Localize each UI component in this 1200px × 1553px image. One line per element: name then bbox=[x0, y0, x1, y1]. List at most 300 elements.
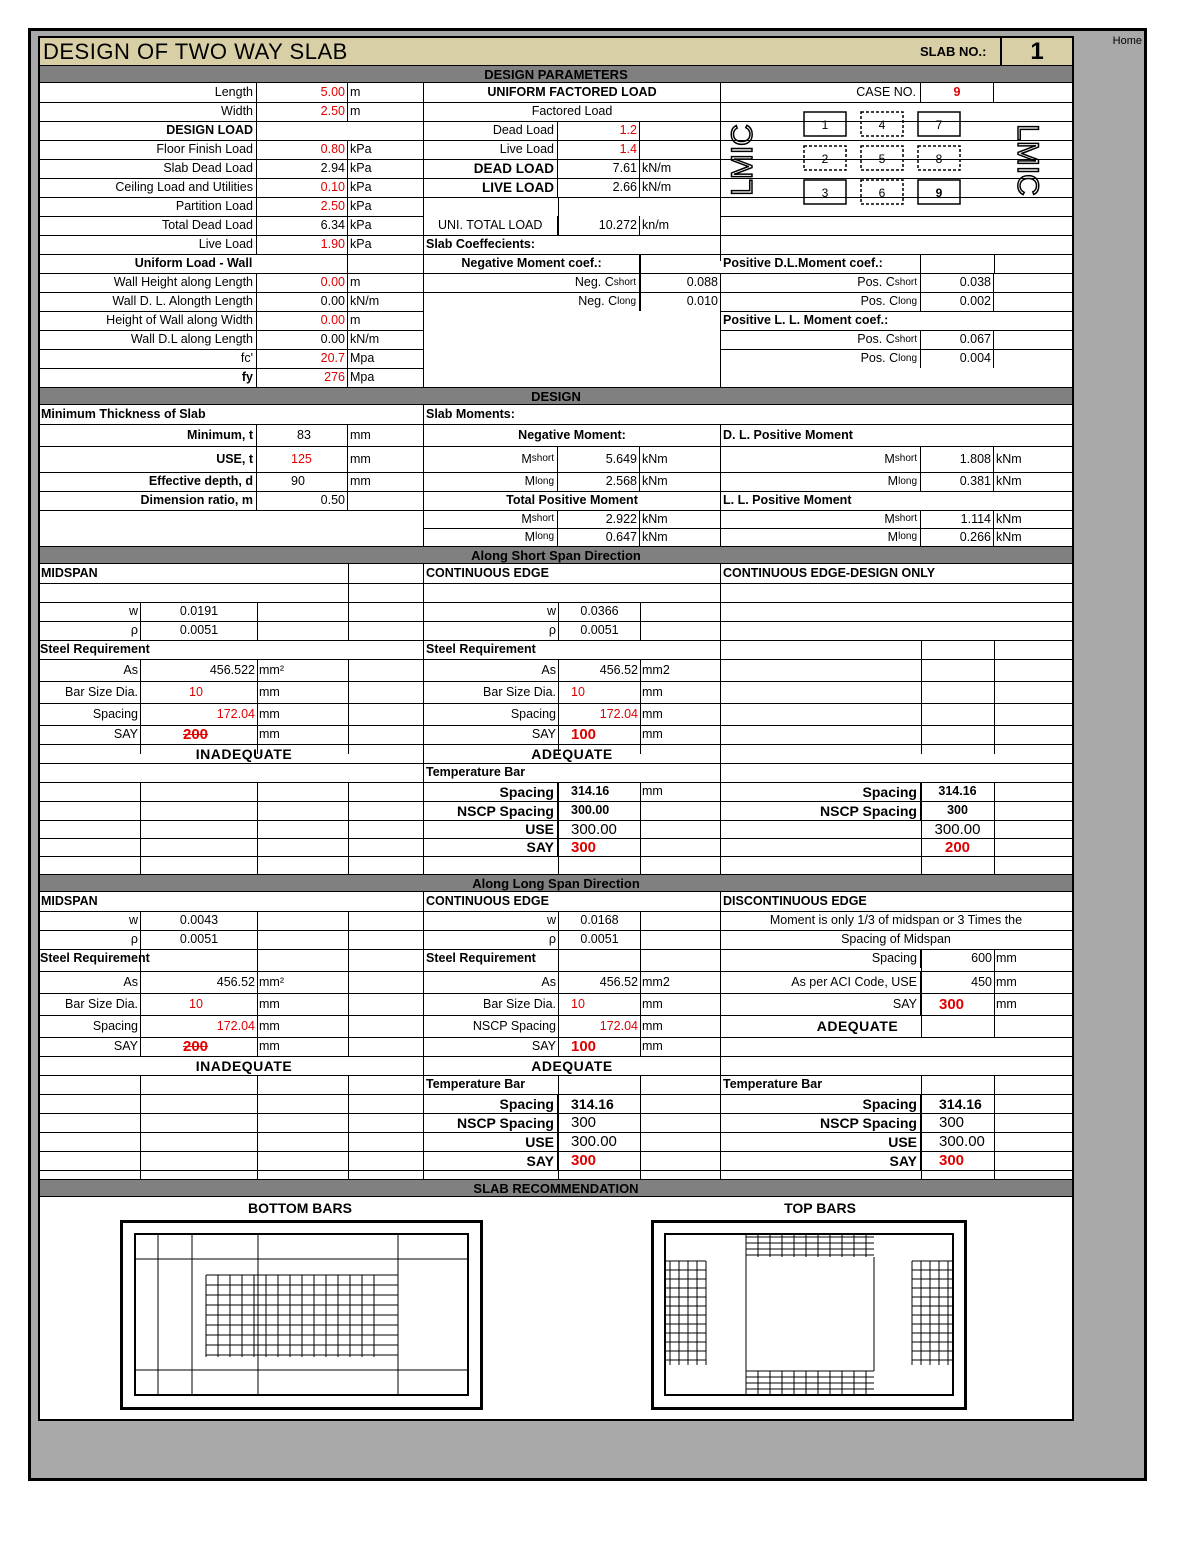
case-panel-number: 9 bbox=[935, 186, 943, 200]
short-mid-As-label: As bbox=[123, 662, 138, 677]
long-disc-say-label: SAY bbox=[721, 993, 921, 1015]
wall-dl-len-unit: kN/m bbox=[350, 294, 380, 309]
dead-load-unit: kN/m bbox=[642, 161, 672, 176]
fc-label: fc' bbox=[40, 349, 257, 368]
neg-long-label bbox=[424, 292, 640, 311]
neg-short-sub: short bbox=[613, 276, 636, 288]
short-cont-heading: CONTINUOUS EDGE bbox=[426, 566, 549, 581]
dead-load-value: 7.61 bbox=[558, 159, 640, 178]
slab-dead-label: Slab Dead Load bbox=[40, 159, 257, 178]
dl-mlong-sub: long bbox=[898, 475, 917, 487]
long-disc-aci-unit: mm bbox=[996, 974, 1017, 989]
length-value: 5.00 bbox=[257, 83, 348, 102]
short-mid-w-label: w bbox=[128, 604, 138, 619]
short-temp-use-label: USE bbox=[424, 820, 558, 838]
short-temp-heading: Temperature Bar bbox=[426, 765, 526, 780]
length-unit: m bbox=[350, 85, 361, 100]
ceiling-label: Ceiling Load and Utilities bbox=[40, 178, 257, 197]
live-load-label: LIVE LOAD bbox=[424, 178, 558, 197]
neg-mshort-sub: short bbox=[531, 453, 554, 464]
case-diagram bbox=[724, 104, 1064, 216]
long-mid-bar-label: Bar Size Dia. bbox=[65, 996, 138, 1011]
long-cont-heading: CONTINUOUS EDGE bbox=[426, 894, 549, 909]
long-temp-right-heading: Temperature Bar bbox=[723, 1077, 823, 1092]
long-temp-right-use-label: USE bbox=[721, 1132, 921, 1151]
short-cont-design-heading: CONTINUOUS EDGE-DESIGN ONLY bbox=[723, 566, 936, 581]
pos-dl-short-value: 0.038 bbox=[921, 273, 994, 292]
long-disc-heading: DISCONTINUOUS EDGE bbox=[723, 894, 867, 909]
long-cont-spacing-unit: mm bbox=[642, 1018, 663, 1033]
neg-mlong-sub: long bbox=[535, 475, 554, 487]
dl-mshort-value: 1.808 bbox=[921, 446, 994, 472]
wall-dl-len-value: 0.00 bbox=[257, 292, 348, 311]
uni-total-value: 10.272 bbox=[558, 216, 640, 235]
factored-dead-value: 1.2 bbox=[558, 121, 640, 140]
section-design-parameters: DESIGN PARAMETERS bbox=[40, 65, 1072, 83]
neg-short-value: 0.088 bbox=[686, 275, 718, 290]
case-panel-number: 6 bbox=[878, 186, 886, 200]
long-cont-say-unit: mm bbox=[642, 1039, 663, 1054]
short-cont-bar-label: Bar Size Dia. bbox=[483, 684, 556, 699]
long-temp-right-nscp-value: 300 bbox=[939, 1114, 965, 1131]
top-bars-drawing bbox=[651, 1220, 967, 1410]
fy-unit: Mpa bbox=[350, 370, 375, 385]
ll-mlong-label bbox=[721, 528, 921, 546]
short-temp-right-nscp-label: NSCP Spacing bbox=[848, 801, 921, 820]
long-mid-w-label: w bbox=[128, 913, 138, 928]
pos-ll-long-label-text: Pos. C bbox=[860, 351, 899, 366]
min-t-unit: mm bbox=[350, 427, 371, 442]
factored-sub: Factored Load bbox=[531, 104, 613, 119]
case-panel-number: 7 bbox=[935, 118, 943, 132]
short-mid-rho-label: ρ bbox=[130, 623, 138, 638]
long-disc-say-unit: mm bbox=[996, 996, 1017, 1011]
short-cont-w-value: 0.0366 bbox=[580, 604, 619, 619]
page-title: DESIGN OF TWO WAY SLAB bbox=[43, 38, 348, 64]
ll-mlong-unit: kNm bbox=[996, 529, 1022, 544]
case-panel-number: 8 bbox=[935, 152, 943, 166]
long-temp-spacing-label: Spacing bbox=[424, 1094, 558, 1113]
long-mid-As-label: As bbox=[123, 974, 138, 989]
section-design: DESIGN bbox=[40, 387, 1072, 405]
dead-load-label: DEAD LOAD bbox=[424, 159, 558, 178]
short-cont-rho-value: 0.0051 bbox=[580, 623, 619, 638]
ll-mshort-unit: kNm bbox=[996, 511, 1022, 526]
short-temp-spacing-label: Spacing bbox=[424, 782, 558, 801]
short-temp-nscp-label: NSCP Spacing bbox=[424, 801, 558, 820]
short-temp-right-use-value: 300.00 bbox=[934, 820, 981, 838]
long-cont-say-label: SAY bbox=[531, 1039, 556, 1054]
pos-ll-long-label bbox=[721, 349, 921, 368]
slab-no-value: 1 bbox=[1000, 38, 1072, 65]
dl-pos-heading: D. L. Positive Moment bbox=[723, 427, 853, 442]
section-long-span: Along Long Span Direction bbox=[40, 874, 1072, 892]
ll-mlong-label-text: M bbox=[887, 529, 899, 544]
long-disc-say-value: 300 bbox=[939, 995, 965, 1013]
fc-unit: Mpa bbox=[350, 351, 375, 366]
long-temp-say-label: SAY bbox=[424, 1151, 558, 1170]
short-mid-w-value: 0.0191 bbox=[179, 604, 219, 619]
case-panel-number: 1 bbox=[821, 118, 829, 132]
short-mid-rho-value: 0.0051 bbox=[179, 623, 219, 638]
width-value: 2.50 bbox=[257, 102, 348, 121]
neg-mlong-unit: kNm bbox=[642, 474, 668, 489]
short-temp-use-value: 300.00 bbox=[571, 820, 617, 838]
long-mid-say-unit: mm bbox=[259, 1039, 280, 1054]
short-temp-spacing-value: 314.16 bbox=[571, 784, 610, 799]
ll-mshort-label bbox=[721, 510, 921, 528]
long-cont-say-value: 100 bbox=[571, 1038, 597, 1055]
pos-ll-short-sub: short bbox=[894, 333, 917, 345]
neg-long-value: 0.010 bbox=[686, 294, 718, 309]
long-disc-note1: Moment is only 1/3 of midspan or 3 Times the bbox=[769, 913, 1023, 928]
slab-dead-value: 2.94 bbox=[257, 159, 348, 178]
short-temp-spacing-unit: mm bbox=[642, 784, 663, 799]
moments-heading: Slab Moments: bbox=[426, 407, 515, 422]
pos-dl-long-value: 0.002 bbox=[921, 292, 994, 311]
long-mid-bar-unit: mm bbox=[259, 996, 280, 1011]
bottom-bars-label: BOTTOM BARS bbox=[248, 1200, 352, 1216]
dl-mshort-label-text: M bbox=[884, 451, 895, 466]
width-unit: m bbox=[350, 104, 361, 119]
long-mid-rho-label: ρ bbox=[130, 932, 138, 947]
wall-h-len-unit: m bbox=[350, 275, 361, 290]
neg-short-label bbox=[424, 273, 640, 292]
case-side-text-left: LMIC bbox=[726, 124, 759, 196]
long-disc-status: ADEQUATE bbox=[816, 1018, 899, 1034]
partition-label: Partition Load bbox=[40, 197, 257, 216]
long-disc-aci-label: As per ACI Code, USE bbox=[721, 971, 921, 993]
short-cont-bar-unit: mm bbox=[642, 684, 663, 699]
wall-h-wid-unit: m bbox=[350, 313, 361, 328]
neg-mshort-unit: kNm bbox=[642, 451, 668, 466]
neg-coeff-heading: Negative Moment coef.: bbox=[424, 254, 640, 273]
long-temp-use-label: USE bbox=[424, 1132, 558, 1151]
live-load-unit: kN/m bbox=[642, 180, 672, 195]
pos-dl-long-label-text: Pos. C bbox=[860, 294, 899, 309]
short-mid-heading: MIDSPAN bbox=[41, 566, 98, 581]
short-mid-As-value: 456.522 bbox=[209, 662, 255, 677]
tp-mshort-sub: short bbox=[531, 513, 554, 524]
tp-mlong-unit: kNm bbox=[642, 529, 668, 544]
short-cont-w-label: w bbox=[546, 604, 556, 619]
short-temp-nscp-value: 300.00 bbox=[571, 803, 610, 818]
live-value: 1.90 bbox=[257, 235, 348, 254]
use-t-label: USE, t bbox=[40, 446, 257, 472]
ll-pos-heading: L. L. Positive Moment bbox=[723, 493, 852, 508]
total-pos-heading: Total Positive Moment bbox=[506, 493, 638, 508]
long-mid-spacing-unit: mm bbox=[259, 1018, 280, 1033]
neg-mshort-value: 5.649 bbox=[558, 446, 640, 472]
pos-dl-long-sub: long bbox=[898, 295, 917, 307]
ceiling-value: 0.10 bbox=[257, 178, 348, 197]
pos-dl-heading: Positive D.L.Moment coef.: bbox=[721, 254, 921, 273]
long-cont-As-label: As bbox=[541, 974, 556, 989]
live-label: Live Load bbox=[40, 235, 257, 254]
bottom-bars-grid bbox=[136, 1235, 467, 1394]
case-panel-number: 2 bbox=[821, 152, 829, 166]
factored-live-label: Live Load bbox=[424, 140, 558, 159]
case-panel-number: 4 bbox=[878, 118, 886, 132]
long-temp-right-use-value: 300.00 bbox=[939, 1133, 985, 1150]
long-cont-w-value: 0.0168 bbox=[580, 913, 619, 928]
long-cont-status: ADEQUATE bbox=[531, 1057, 613, 1074]
use-t-value: 125 bbox=[257, 446, 348, 472]
case-side-right bbox=[1011, 124, 1044, 196]
pos-ll-short-value: 0.067 bbox=[921, 330, 994, 349]
pos-ll-long-sub: long bbox=[898, 352, 917, 364]
long-cont-w-label: w bbox=[546, 913, 556, 928]
long-mid-say-label: SAY bbox=[113, 1039, 138, 1054]
tp-mlong-label bbox=[424, 528, 558, 546]
neg-mshort-label-text: M bbox=[521, 451, 532, 466]
uni-total-unit: kn/m bbox=[642, 218, 670, 233]
long-temp-use-value: 300.00 bbox=[571, 1133, 617, 1150]
short-cont-As-unit: mm2 bbox=[642, 662, 670, 677]
short-temp-say-value: 300 bbox=[571, 838, 597, 856]
pos-dl-long-label bbox=[721, 292, 921, 311]
case-side-text-right: LMIC bbox=[1011, 124, 1044, 196]
long-temp-say-value: 300 bbox=[571, 1152, 597, 1169]
short-cont-say-unit: mm bbox=[642, 727, 663, 742]
tp-mshort-label bbox=[424, 510, 558, 528]
width-label: Width bbox=[40, 102, 257, 121]
long-temp-nscp-value: 300 bbox=[571, 1114, 597, 1131]
floor-finish-label: Floor Finish Load bbox=[40, 140, 257, 159]
eff-depth-label: Effective depth, d bbox=[40, 472, 257, 491]
pos-dl-short-sub: short bbox=[894, 276, 917, 288]
dl-mshort-unit: kNm bbox=[996, 451, 1022, 466]
short-cont-steel-heading: Steel Requirement bbox=[426, 642, 536, 657]
short-cont-spacing-value: 172.04 bbox=[599, 706, 638, 721]
long-mid-heading: MIDSPAN bbox=[41, 894, 98, 909]
neg-long-label-text: Neg. C bbox=[578, 294, 618, 309]
short-cont-say-label: SAY bbox=[531, 727, 556, 742]
long-temp-right-spacing-value: 314.16 bbox=[939, 1095, 982, 1112]
partition-value: 2.50 bbox=[257, 197, 348, 216]
factored-heading: UNIFORM FACTORED LOAD bbox=[487, 85, 657, 100]
dim-ratio-label: Dimension ratio, m bbox=[40, 491, 257, 510]
eff-depth-value: 90 bbox=[257, 472, 348, 491]
long-cont-bar-value: 10 bbox=[571, 996, 585, 1011]
long-cont-steel-heading: Steel Requirement bbox=[426, 951, 536, 966]
min-thick-heading: Minimum Thickness of Slab bbox=[41, 407, 206, 422]
dl-mlong-label bbox=[721, 472, 921, 491]
wall-dl-len2-unit: kN/m bbox=[350, 332, 380, 347]
short-temp-right-nscp-value: 300 bbox=[947, 803, 968, 818]
short-cont-spacing-label: Spacing bbox=[510, 706, 556, 721]
long-mid-w-value: 0.0043 bbox=[179, 913, 219, 928]
short-cont-status: ADEQUATE bbox=[531, 745, 613, 762]
design-load-heading: DESIGN LOAD bbox=[40, 121, 257, 140]
short-mid-bar-value: 10 bbox=[189, 684, 203, 699]
long-cont-bar-label: Bar Size Dia. bbox=[483, 996, 556, 1011]
eff-depth-unit: mm bbox=[350, 474, 371, 489]
factored-live-value: 1.4 bbox=[558, 140, 640, 159]
min-t-value: 83 bbox=[257, 424, 348, 446]
slab-dead-unit: kPa bbox=[350, 161, 372, 176]
short-mid-say-label: SAY bbox=[113, 727, 138, 742]
long-cont-As-value: 456.52 bbox=[599, 974, 638, 989]
dl-mlong-label-text: M bbox=[887, 474, 899, 489]
neg-short-label-text: Neg. C bbox=[574, 275, 614, 290]
long-cont-spacing-value: 172.04 bbox=[599, 1018, 638, 1033]
case-no-value: 9 bbox=[921, 83, 994, 102]
long-cont-rho-value: 0.0051 bbox=[580, 932, 619, 947]
ll-mshort-sub: short bbox=[894, 513, 917, 524]
use-t-unit: mm bbox=[350, 451, 371, 466]
short-mid-say-unit: mm bbox=[259, 727, 280, 742]
pos-ll-short-label-text: Pos. C bbox=[857, 332, 895, 347]
neg-mlong-label bbox=[424, 472, 558, 491]
tp-mshort-label-text: M bbox=[521, 511, 532, 526]
partition-unit: kPa bbox=[350, 199, 372, 214]
long-disc-spacing-value: 600 bbox=[971, 951, 992, 966]
long-temp-heading: Temperature Bar bbox=[426, 1077, 526, 1092]
pos-ll-short-label bbox=[721, 330, 921, 349]
short-mid-spacing-value: 172.04 bbox=[216, 706, 255, 721]
short-cont-As-value: 456.52 bbox=[599, 662, 638, 677]
case-panels bbox=[804, 112, 960, 204]
neg-mlong-value: 2.568 bbox=[558, 472, 640, 491]
top-bars-slab bbox=[664, 1233, 954, 1396]
long-cont-rho-label: ρ bbox=[548, 932, 556, 947]
pos-ll-heading: Positive L. L. Moment coef.: bbox=[723, 313, 889, 328]
case-no-label: CASE NO. bbox=[721, 83, 921, 102]
title-bar bbox=[40, 38, 1072, 67]
short-temp-right-spacing-value: 314.16 bbox=[938, 784, 977, 799]
short-cont-spacing-unit: mm bbox=[642, 706, 663, 721]
home-link[interactable]: Home bbox=[1112, 35, 1142, 47]
case-panel-number: 5 bbox=[878, 152, 886, 166]
wall-h-len-value: 0.00 bbox=[257, 273, 348, 292]
long-temp-right-nscp-label: NSCP Spacing bbox=[721, 1113, 921, 1132]
neg-moment-heading: Negative Moment: bbox=[518, 427, 626, 442]
uni-total-label: UNI. TOTAL LOAD bbox=[424, 216, 558, 235]
fy-value: 276 bbox=[257, 368, 348, 387]
wall-h-wid-value: 0.00 bbox=[257, 311, 348, 330]
length-label: Length bbox=[40, 83, 257, 102]
top-bars-label: TOP BARS bbox=[784, 1200, 856, 1216]
tp-mlong-value: 0.647 bbox=[558, 528, 640, 546]
long-cont-bar-unit: mm bbox=[642, 996, 663, 1011]
uniform-wall-heading: Uniform Load - Wall bbox=[40, 254, 348, 273]
total-dead-value: 6.34 bbox=[257, 216, 348, 235]
section-recommendation: SLAB RECOMMENDATION bbox=[40, 1179, 1072, 1197]
short-mid-spacing-label: Spacing bbox=[92, 706, 138, 721]
short-mid-spacing-unit: mm bbox=[259, 706, 280, 721]
neg-mlong-label-text: M bbox=[524, 474, 536, 489]
long-temp-right-spacing-label: Spacing bbox=[721, 1094, 921, 1113]
long-disc-spacing-unit: mm bbox=[996, 951, 1017, 966]
bottom-bars-slab bbox=[134, 1233, 469, 1396]
wall-h-wid-label: Height of Wall along Width bbox=[40, 311, 257, 330]
short-mid-As-unit: mm² bbox=[259, 662, 284, 677]
long-temp-spacing-value: 314.16 bbox=[571, 1095, 614, 1112]
top-bars-grid bbox=[666, 1235, 952, 1394]
long-mid-rho-value: 0.0051 bbox=[179, 932, 219, 947]
neg-mshort-label bbox=[424, 446, 558, 472]
dl-mlong-unit: kNm bbox=[996, 474, 1022, 489]
short-mid-status: INADEQUATE bbox=[195, 745, 293, 762]
long-temp-nscp-label: NSCP Spacing bbox=[424, 1113, 558, 1132]
fy-label: fy bbox=[40, 368, 257, 387]
tp-mshort-unit: kNm bbox=[642, 511, 668, 526]
short-mid-steel-heading: Steel Requirement bbox=[40, 642, 150, 657]
slab-design-sheet bbox=[38, 36, 1074, 1421]
case-panel-number: 3 bbox=[821, 186, 829, 200]
factored-dead-label: Dead Load bbox=[424, 121, 558, 140]
case-side-left bbox=[726, 124, 759, 196]
long-mid-status: INADEQUATE bbox=[195, 1057, 293, 1074]
wall-dl-len2-label: Wall D.L along Length bbox=[40, 330, 257, 349]
short-cont-As-label: As bbox=[541, 662, 556, 677]
short-cont-say-value: 100 bbox=[571, 726, 597, 743]
neg-long-sub: long bbox=[617, 295, 636, 307]
live-unit: kPa bbox=[350, 237, 372, 252]
ceiling-unit: kPa bbox=[350, 180, 372, 195]
dl-mshort-label bbox=[721, 446, 921, 472]
long-mid-bar-value: 10 bbox=[189, 996, 203, 1011]
long-mid-spacing-value: 172.04 bbox=[216, 1018, 255, 1033]
short-cont-rho-label: ρ bbox=[548, 623, 556, 638]
long-cont-As-unit: mm2 bbox=[642, 974, 670, 989]
long-cont-spacing-label: NSCP Spacing bbox=[472, 1018, 556, 1033]
floor-finish-unit: kPa bbox=[350, 142, 372, 157]
dl-mlong-value: 0.381 bbox=[921, 472, 994, 491]
dim-ratio-value: 0.50 bbox=[257, 491, 348, 510]
total-dead-label: Total Dead Load bbox=[40, 216, 257, 235]
long-temp-right-say-value: 300 bbox=[939, 1152, 965, 1169]
live-load-value: 2.66 bbox=[558, 178, 640, 197]
ll-mshort-value: 1.114 bbox=[921, 510, 994, 528]
floor-finish-value: 0.80 bbox=[257, 140, 348, 159]
pos-ll-long-value: 0.004 bbox=[921, 349, 994, 368]
fc-value: 20.7 bbox=[257, 349, 348, 368]
dl-mshort-sub: short bbox=[894, 453, 917, 464]
short-mid-bar-label: Bar Size Dia. bbox=[65, 684, 138, 699]
slab-no-label: SLAB NO.: bbox=[920, 44, 987, 59]
short-temp-say-label: SAY bbox=[424, 838, 558, 856]
short-mid-say-value: 200 bbox=[183, 726, 209, 743]
wall-h-len-label: Wall Height along Length bbox=[40, 273, 257, 292]
long-mid-As-unit: mm² bbox=[259, 974, 284, 989]
wall-dl-len2-value: 0.00 bbox=[257, 330, 348, 349]
pos-dl-short-label bbox=[721, 273, 921, 292]
tp-mlong-sub: long bbox=[535, 531, 554, 542]
short-temp-right-spacing-label: Spacing bbox=[848, 782, 921, 801]
ll-mlong-value: 0.266 bbox=[921, 528, 994, 546]
tp-mshort-value: 2.922 bbox=[558, 510, 640, 528]
tp-mlong-label-text: M bbox=[524, 529, 536, 544]
long-disc-note2: Spacing of Midspan bbox=[841, 932, 951, 947]
ll-mshort-label-text: M bbox=[884, 511, 895, 526]
section-short-span: Along Short Span Direction bbox=[40, 546, 1072, 564]
min-t-label: Minimum, t bbox=[40, 424, 257, 446]
long-mid-steel-heading: Steel Requirement bbox=[40, 951, 150, 966]
short-temp-right-say-value: 200 bbox=[944, 838, 971, 856]
long-mid-spacing-label: Spacing bbox=[92, 1018, 138, 1033]
pos-dl-short-label-text: Pos. C bbox=[857, 275, 895, 290]
bottom-bars-drawing bbox=[120, 1220, 483, 1410]
long-temp-right-say-label: SAY bbox=[721, 1151, 921, 1170]
ll-mlong-sub: long bbox=[898, 531, 917, 542]
total-dead-unit: kPa bbox=[350, 218, 372, 233]
short-mid-bar-unit: mm bbox=[259, 684, 280, 699]
long-disc-aci-value: 450 bbox=[971, 974, 992, 989]
long-disc-spacing-label: Spacing bbox=[721, 949, 921, 968]
long-mid-say-value: 200 bbox=[183, 1038, 209, 1055]
